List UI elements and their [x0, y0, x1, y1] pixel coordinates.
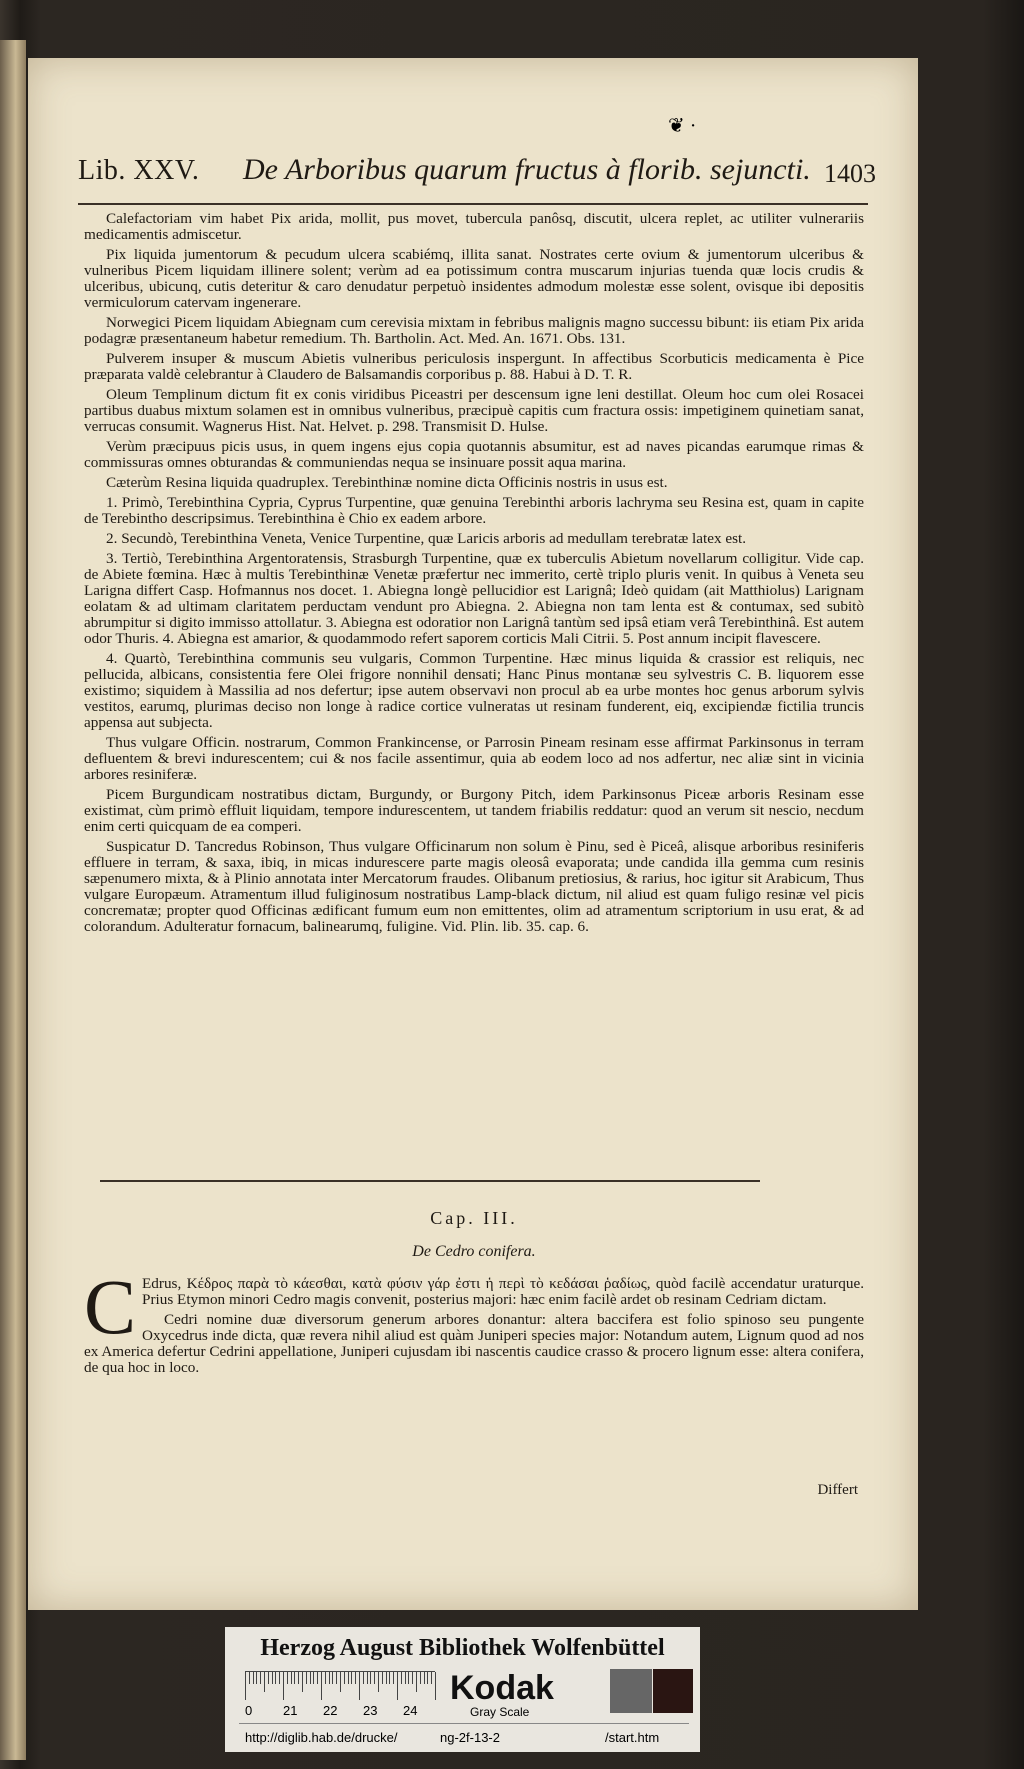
ruler-number: 23: [363, 1703, 378, 1718]
ruler-tick: [256, 1672, 257, 1684]
ruler-tick: [340, 1672, 341, 1692]
ruler-tick: [359, 1672, 360, 1700]
gray-scale-label: Gray Scale: [470, 1705, 530, 1719]
main-text: [84, 211, 864, 939]
ruler-tick: [272, 1672, 273, 1684]
ruler-tick: [287, 1672, 288, 1684]
paragraph: 3. Tertiò, Terebinthina Argentoratensis, Strasburgh Turpentine, quæ ex tuberculis Abietum novellarum colligitur. Vide cap. de Abiete fœmina. Hæc à multis Terebinthinæ Venetæ præfertur nec immerito, certè triplo pluris venit. In quibus à Veneta seu Larigna differt Casp. Hofmannus nos docet. 1. Abiegna longè pellucidior est Larignâ; Ideò quidam (ait Matthiolus) Larignam eolatam & ad ultimam claritatem perductam vendunt pro Abiegna. 2. Abiegna non tam lenta est & contumax, sed subitò abrumpitur si digito immisso attollatur. 3. Abiegna est odoratior non Larignâ tantùm sed ipsâ etiam verâ Terebinthinâ. Est autem odor Thuris. 4. Abiegna est amarior, & quodammodo refert saporem corticis Mali Citrii. 5. Post annum incipit flavescere.: [84, 550, 864, 647]
paragraph: Oleum Templinum dictum fit ex conis viridibus Piceastri per descensum igne leni destillat. Oleum hoc cum olei Rosacei partibus duabus mixtum solamen est in omnibus vulneribus, præcipuè capitis cum fractura ossis: impetiginem quinetiam sanat, verrucas consumit. Wagnerus Hist. Nat. Helvet. p. 298. Transmisit D. Hulse.: [84, 386, 864, 435]
ruler-tick: [431, 1672, 432, 1684]
paragraph: Cedri nomine duæ diversorum generum arbores donantur: altera baccifera est folio spinoso seu pungente Oxycedrus inde dicta, quæ revera nihil aliud est quàm Juniperi species major: Notandum autem, Lignum quod ad nos ex America defertur Cedrini appellatione, Juniperi cujusdam ibi nascentis caudice crasso & procero lignum esse: altera conifera, de qua hoc in loco.: [84, 1311, 864, 1376]
paragraph: 4. Quartò, Terebinthina communis seu vulgaris, Common Turpentine. Hæc minus liquida & crassior est reliquis, nec pellucida, albicans, consistentia fere Olei frigore nonnihil densati; Hanc Pinus montanæ seu sylvestris C. B. liquorem esse existimo; siquidem à Massilia ad nos defertur; ipse autem observavi non procul ab ea urbe montes hoc genus arborum sylvis vestitos, earumq, plurimas deciso non longe à radice cortice vulneratas ut resinam funderent, eiq, excipiendæ fictilia truncis appensa aut subjecta.: [84, 650, 864, 731]
ruler-tick: [302, 1672, 303, 1692]
ruler-tick: [405, 1672, 406, 1684]
ruler-tick: [416, 1672, 417, 1692]
ruler-tick: [363, 1672, 364, 1684]
ruler-tick: [370, 1672, 371, 1684]
ruler-tick: [283, 1672, 284, 1700]
digital-library-url: http://diglib.hab.de/drucke/: [245, 1730, 398, 1745]
chapter-text: [84, 1263, 864, 1380]
ruler-tick: [389, 1672, 390, 1684]
paragraph: Picem Burgundicam nostratibus dictam, Burgundy, or Burgony Pitch, idem Parkinsonus Piceæ arboris Resinam esse existimat, cùm primò effluit liquidam, tempore indurescentem, ut tandem friabilis reddatur: quod an verum sit nescio, necdum enim certi quicquam de ea comperi.: [84, 786, 864, 835]
ruler-tick: [348, 1672, 349, 1684]
header-rule: [78, 203, 868, 205]
ruler-tick: [382, 1672, 383, 1684]
section-rule: [100, 1180, 760, 1182]
color-target-card: [225, 1627, 700, 1752]
paragraph: Pix liquida jumentorum & pecudum ulcera scabiémq, illita sanat. Nostrates certe ovium & jumentorum ulceribus & vulneribus Picem liquidam illinere solent; verùm ad ea potissimum contra muscarum injurias tuenda quæ locis crudis & ulceribus, ubicunq, cutis deteritur & caro denudatur perpetuò insidentes admodum molestæ esse solent, ovisque ibi depositis vermiculorum catervam ingenerare.: [84, 246, 864, 311]
ruler-tick: [249, 1672, 250, 1684]
target-divider: [239, 1723, 689, 1724]
ruler-tick: [329, 1672, 330, 1684]
paragraph: Pulverem insuper & muscum Abietis vulneribus periculosis inspergunt. In affectibus Scorbuticis medicamenta è Pice præparata valdè celebrantur à Claudero de Balsamandis corporibus p. 88. Habui à D. T. R.: [84, 350, 864, 383]
ruler-tick: [294, 1672, 295, 1684]
ruler-tick: [306, 1672, 307, 1684]
kodak-logo: Kodak: [450, 1669, 554, 1707]
paragraph: Edrus, Κέδρος παρὰ τὸ κάεσθαι, κατὰ φύσιν γάρ ἐστι ἡ περὶ τὸ κεδάσαι ῥαδίως, quòd facilè accendatur uraturque. Prius Etymon minori Cedro magis convenit, posterius majori: hæc enim facilè ardet ob resinam Cedriam dictam.: [142, 1275, 864, 1308]
ruler-tick: [367, 1672, 368, 1684]
ruler-tick: [344, 1672, 345, 1684]
catchword: Differt: [817, 1482, 858, 1498]
ruler-tick: [291, 1672, 292, 1684]
ruler-tick: [279, 1672, 280, 1684]
start-page-path: /start.htm: [605, 1730, 660, 1745]
running-title: De Arboribus quarum fructus à florib. sejuncti.: [243, 153, 811, 186]
dark-swatch: [653, 1669, 693, 1713]
ruler-tick: [408, 1672, 409, 1684]
ruler-tick: [275, 1672, 276, 1684]
ruler-tick: [374, 1672, 375, 1684]
chapter-title: Cap. III.: [430, 1208, 518, 1228]
ruler-tick: [386, 1672, 387, 1684]
paragraph: 2. Secundò, Terebinthina Veneta, Venice Turpentine, quæ Laricis arboris ad medullam terebratæ latex est.: [106, 530, 747, 547]
chapter-subtitle: De Cedro conifera.: [412, 1243, 536, 1260]
institution-name: Herzog August Bibliothek Wolfenbüttel: [260, 1635, 665, 1661]
ruler-tick: [355, 1672, 356, 1684]
ruler-tick: [424, 1672, 425, 1684]
ruler-number: 22: [323, 1703, 338, 1718]
ruler-tick: [397, 1672, 398, 1700]
ruler-tick: [253, 1672, 254, 1684]
ruler-tick: [351, 1672, 352, 1684]
page-number: 1403: [824, 159, 876, 188]
paragraph: Suspicatur D. Tancredus Robinson, Thus vulgare Officinarum non solum è Pinu, sed è Piceâ, alisque arboribus resiniferis effluere in terram, & saxa, ibiq, in micas indurescere parte magis oleosâ evaporata; unde candida illa gemma cum resinis sæpenumero mixta, & à Plinio annotata inter Mercatorum fraudes. Olibanum pretiosius, & rarius, hoc igitur sit Arabicum, Thus vulgare Europæum. Atramentum illud fuliginosum nostratibus Lamp-black dictum, nil aliud est quam fuligo resinæ vel picis concrematæ; propter quod Officinas ædificant fumum eum non emittentes, olim ad atramentum scriptorium in usu erat, & ad colorandum. Adulteratur fornacum, balinearumq, fuligine. Vid. Plin. lib. 35. cap. 6.: [84, 838, 864, 935]
ruler-tick: [420, 1672, 421, 1684]
ruler-tick: [332, 1672, 333, 1684]
paragraph: Verùm præcipuus picis usus, in quem ingens ejus copia quotannis absumitur, est ad naves picandas earumque rimas & commissuras omnes obturandas & communiendas nequa se insinuare possit aqua marina.: [84, 438, 864, 471]
book-page: [28, 58, 918, 1610]
gray-swatch: [610, 1669, 652, 1713]
ruler-tick: [435, 1672, 436, 1700]
paragraph: Thus vulgare Officin. nostrarum, Common Frankincense, or Parrosin Pineam resinam esse affirmat Parkinsonus in terram defluentem & brevi indurescentem; cui & nos facile assentimur, quia ab eodem loco ad nos adfertur, nec aliæ sint in vicinia arbores resiniferæ.: [84, 734, 864, 783]
ruler-tick: [321, 1672, 322, 1700]
drop-capital: C: [84, 1263, 137, 1350]
ruler-tick: [393, 1672, 394, 1684]
ruler-tick: [336, 1672, 337, 1684]
ruler-tick: [378, 1672, 379, 1692]
ruler-tick: [412, 1672, 413, 1684]
ruler-tick: [427, 1672, 428, 1684]
shelfmark-code: ng-2f-13-2: [440, 1730, 500, 1745]
ruler-tick: [317, 1672, 318, 1684]
ruler-tick: [313, 1672, 314, 1684]
ruler-tick: [264, 1672, 265, 1692]
paragraph: 1. Primò, Terebinthina Cypria, Cyprus Turpentine, quæ genuina Terebinthi arboris lachryma seu Resina est, quam in capite de Terebintho descripsimus. Terebinthina è Chio ex eadem arbore.: [84, 494, 864, 527]
paragraph: Cæterùm Resina liquida quadruplex. Terebinthinæ nomine dicta Officinis nostris in usus est.: [106, 474, 668, 491]
scale-ruler: [245, 1671, 435, 1702]
book-number: Lib. XXV.: [78, 155, 200, 186]
page-ornament-mark: ❦ ·: [668, 115, 697, 137]
ruler-number: 24: [403, 1703, 418, 1718]
paragraph: Norwegici Picem liquidam Abiegnam cum cerevisia mixtam in febribus malignis magno successu bibunt: iis etiam Pix arida podagræ præsentaneum habetur remedium. Th. Bartholin. Act. Med. An. 1671. Obs. 131.: [84, 314, 864, 347]
ruler-tick: [260, 1672, 261, 1684]
paragraph: Calefactoriam vim habet Pix arida, mollit, pus movet, tubercula panôsq, discutit, ulcera replet, ac utiliter vulnerariis medicamentis admiscetur.: [84, 210, 864, 243]
book-page-edges: [0, 40, 26, 1760]
ruler-tick: [401, 1672, 402, 1684]
ruler-tick: [325, 1672, 326, 1684]
ruler-tick: [310, 1672, 311, 1684]
ruler-tick: [245, 1672, 246, 1700]
running-head: [78, 153, 876, 199]
ruler-number: 21: [283, 1703, 298, 1718]
ruler-tick: [298, 1672, 299, 1684]
ruler-tick: [268, 1672, 269, 1684]
ruler-number: 0: [245, 1703, 253, 1718]
